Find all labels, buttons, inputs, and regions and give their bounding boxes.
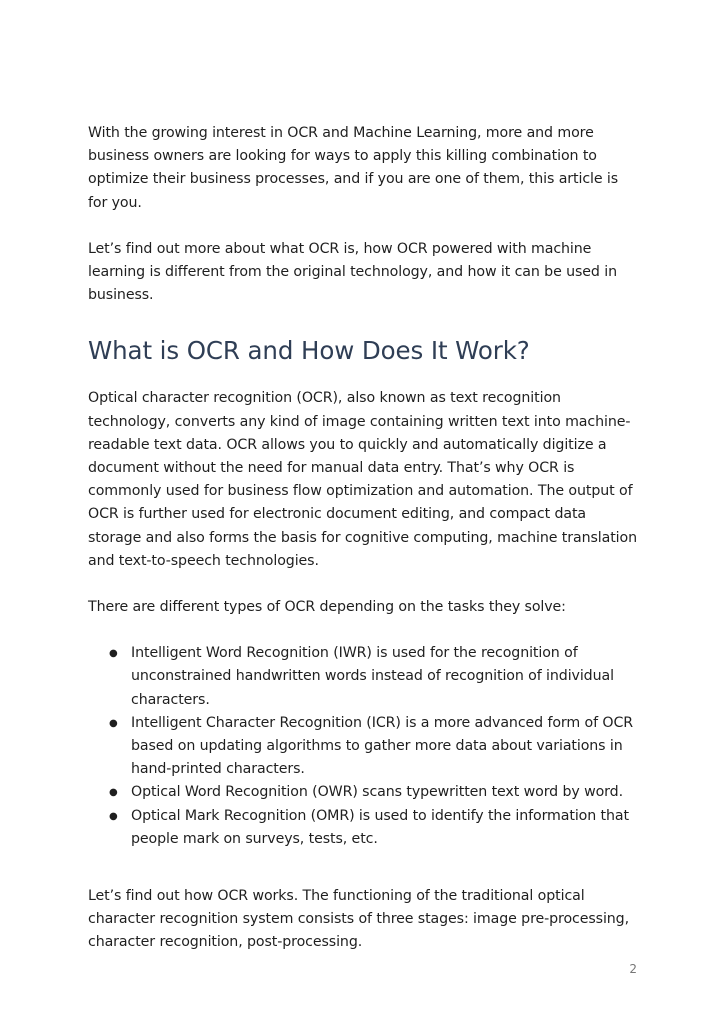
list-item-text: Optical Word Recognition (OWR) scans typewritten text word by word. [131,784,623,801]
section-heading: What is OCR and How Does It Work? [88,336,530,366]
list-item-text: Intelligent Character Recognition (ICR) is a more advanced form of OCR based on updating algorithms to gather more data about variations in hand-printed characters. [131,714,634,778]
page-number: 2 [629,962,637,976]
bullet-icon: ● [109,717,118,729]
list-item [109,642,640,712]
intro-paragraph-1: With the growing interest in OCR and Machine Learning, more and more business owners are looking for ways to apply this killing combination to optimize their business processes, and if you are one of them, this article is for you. [88,125,619,211]
ocr-definition-paragraph: Optical character recognition (OCR), also known as text recognition technology, converts any kind of image containing written text into machine-readable text data. OCR allows you to quickly and automatically digitize a document without the need for manual data entry. That’s why OCR is commonly used for business flow optimization and automation. The output of OCR is further used for electronic document editing, and compact data storage and also forms the basis for cognitive computing, machine translation and text-to-speech technologies. [88,390,637,569]
bullet-icon: ● [109,810,118,822]
intro-paragraph-2: Let’s find out more about what OCR is, how OCR powered with machine learning is different from the original technology, and how it can be used in business. [88,240,617,304]
bullet-icon: ● [109,648,118,660]
how-ocr-works-paragraph: Let’s find out how OCR works. The functioning of the traditional optical character recognition system consists of three stages: image pre-processing, character recognition, post-processing. [88,888,630,951]
list-item-text: Optical Mark Recognition (OMR) is used to identify the information that people mark on surveys, tests, etc. [131,807,629,847]
list-item [109,805,640,851]
ocr-types-intro: There are different types of OCR depending on the tasks they solve: [88,599,566,616]
list-item [109,781,640,804]
list-item [109,712,640,782]
list-item-text: Intelligent Word Recognition (IWR) is used for the recognition of unconstrained handwritten words instead of recognition of individual characters. [131,645,614,708]
document-body [88,122,640,955]
bullet-icon: ● [109,787,118,799]
ocr-types-list [88,642,640,851]
